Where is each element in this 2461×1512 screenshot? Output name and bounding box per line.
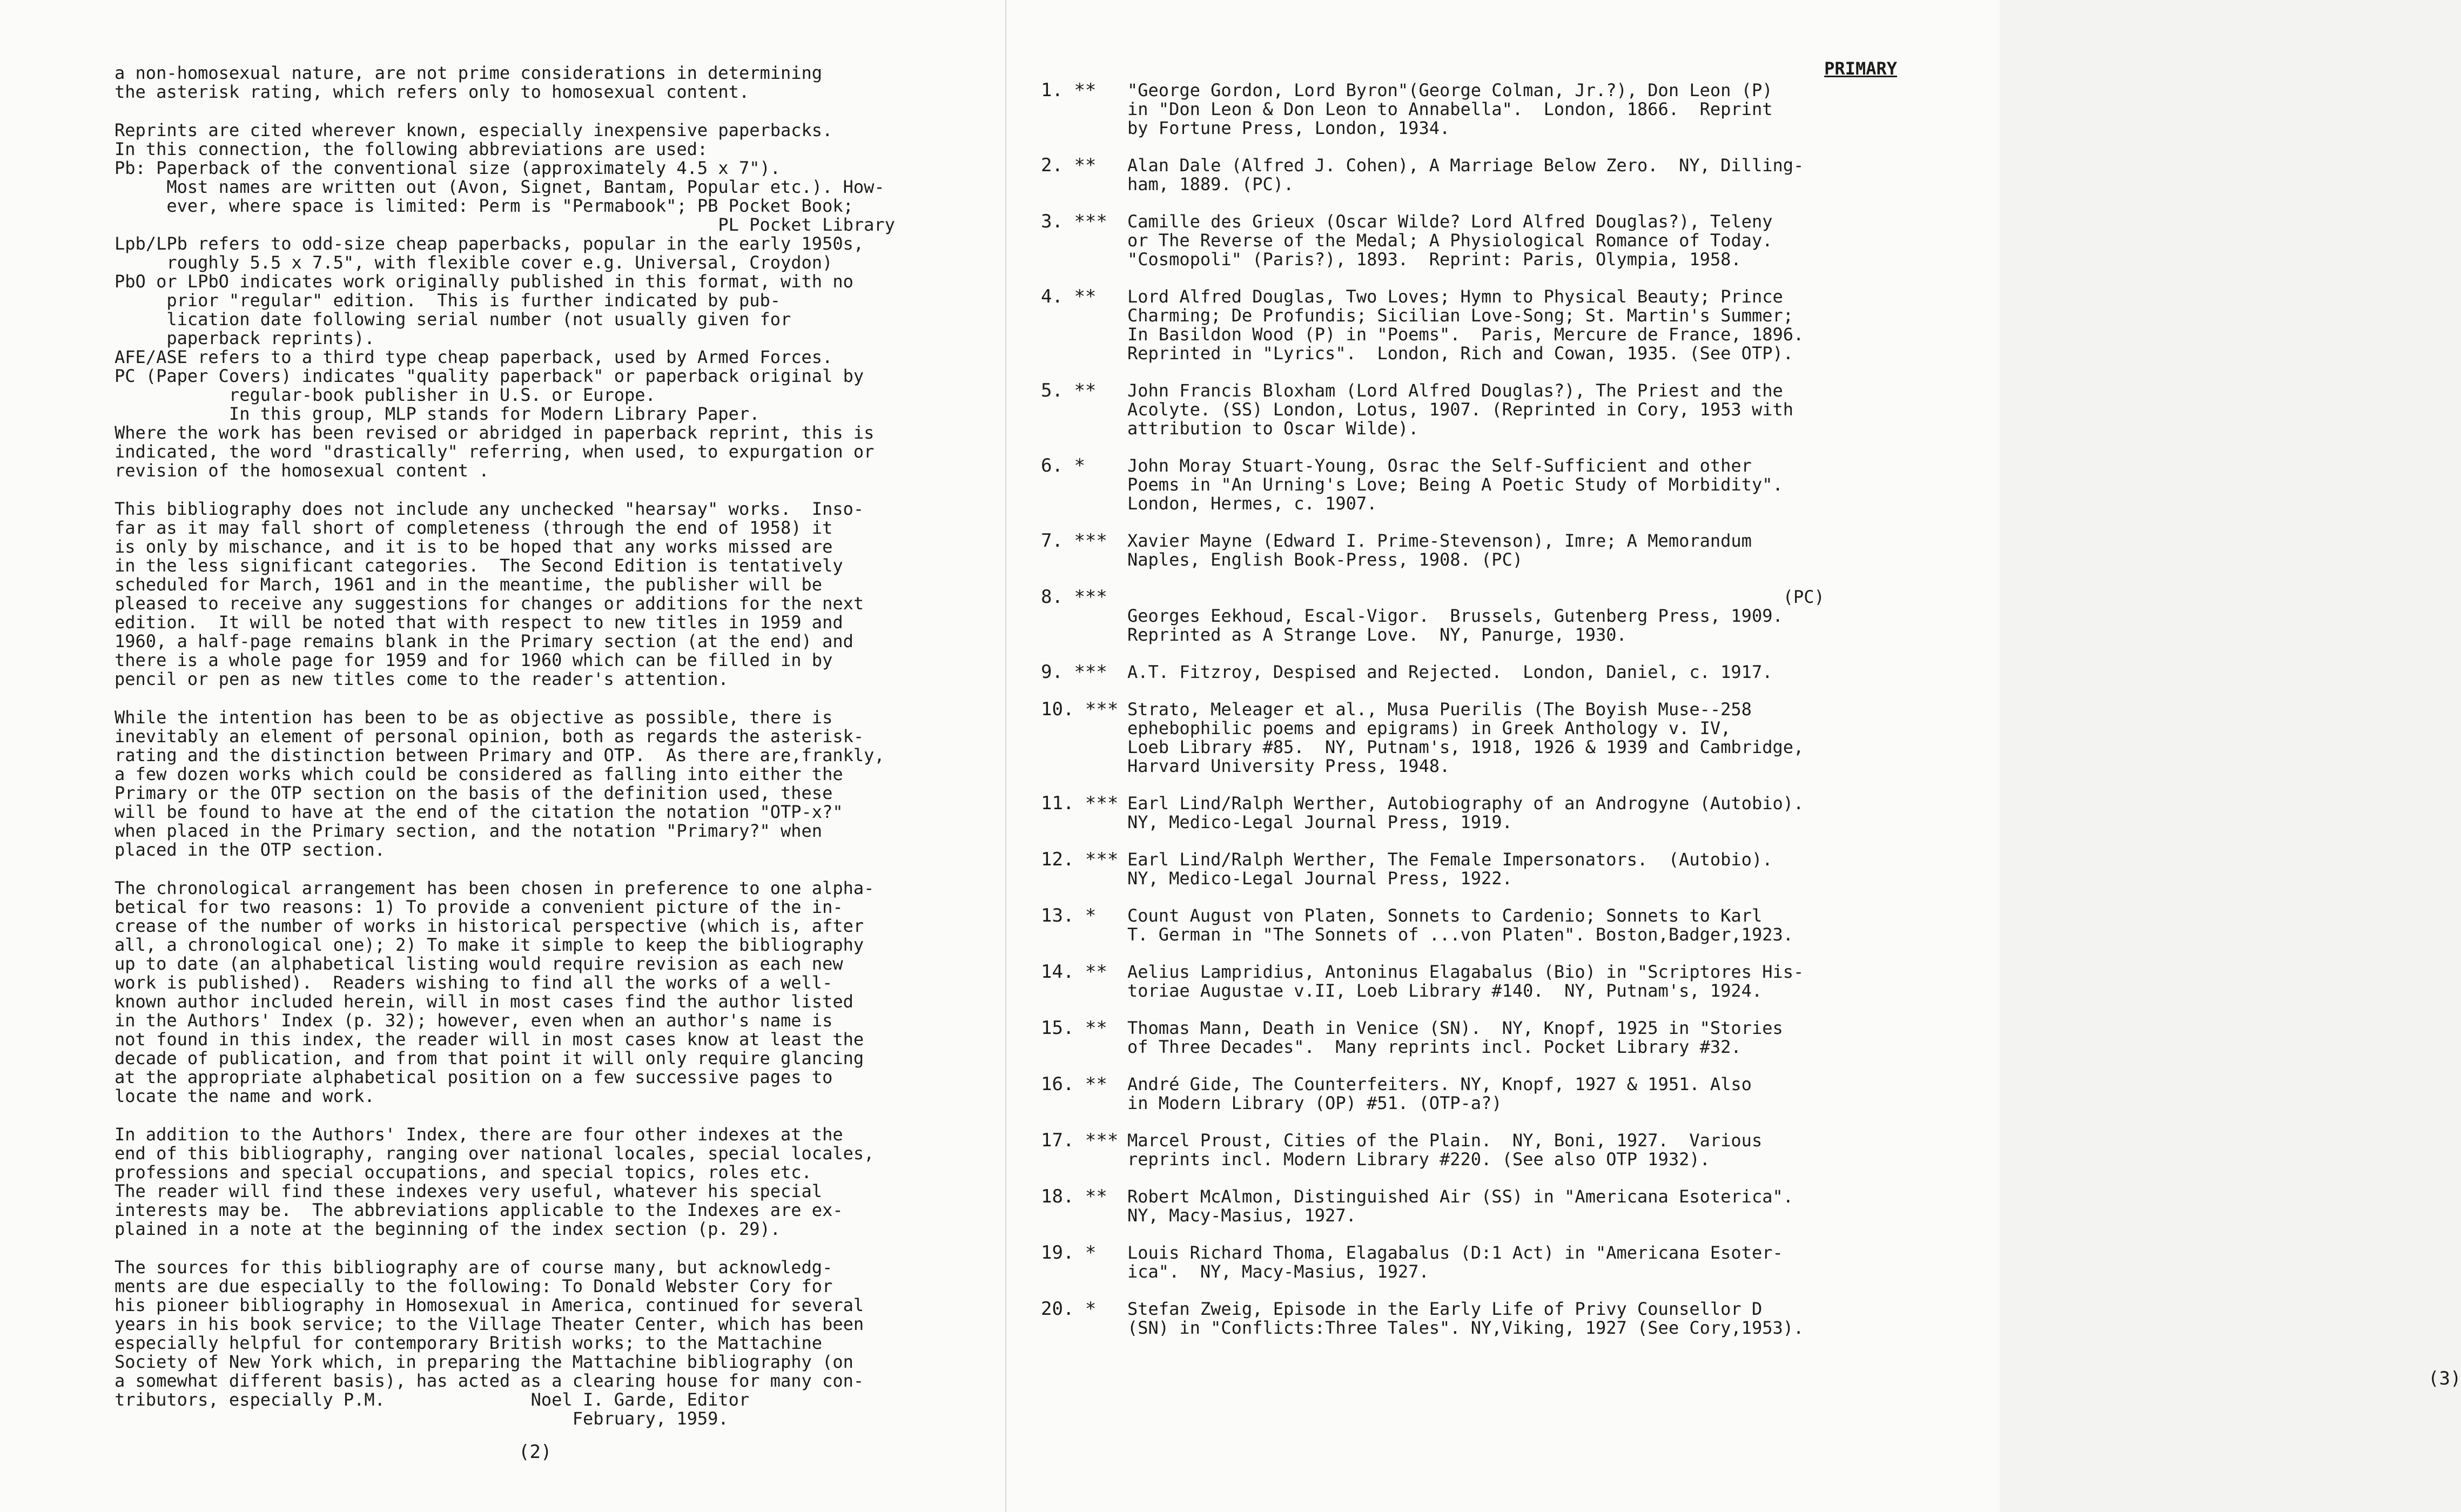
bibliography-entry (1041, 456, 1924, 513)
entry-citation: John Moray Stuart-Young, Osrac the Self-Sufficient and other Poems in "An Urning's Love; Being A Poetic Study of Morbidity". London, Hermes, c. 1907. (1127, 455, 1783, 514)
entry-citation: Lord Alfred Douglas, Two Loves; Hymn to Physical Beauty; Prince Charming; De Profundis; Sicilian Love-Song; St. Martin's Summer; In Basildon Wood (P) in "Poems". Paris, Mercure de France, 1896. Reprinted in "Lyrics". London, Rich and Cowan, 1935. (See OTP). (1127, 286, 1804, 364)
bibliography-entry (1041, 906, 1924, 944)
asterisk-rating: *** (1085, 792, 1119, 814)
asterisk-rating: ** (1074, 286, 1097, 307)
entry-number (1041, 850, 1127, 888)
entry-number (1041, 1075, 1127, 1113)
entry-number (1041, 1244, 1127, 1281)
section-heading: PRIMARY (1824, 58, 1897, 79)
bibliography-entry (1041, 156, 1924, 194)
entry-citation: Earl Lind/Ralph Werther, Autobiography of an Androgyne (Autobio). NY, Medico-Legal Journal Press, 1919. (1127, 793, 1804, 832)
entry-number (1041, 287, 1127, 363)
paragraph: a non-homosexual nature, are not prime considerations in determining the asterisk rating, which refers only to homosexual content. (115, 63, 823, 102)
entry-number (1041, 456, 1127, 513)
entry-index: 7. (1041, 530, 1063, 552)
entry-index: 14. (1041, 961, 1074, 983)
entry-citation: (PC) Georges Eekhoud, Escal-Vigor. Brussels, Gutenberg Press, 1909. Reprinted as A Strange Love. NY, Panurge, 1930. (1127, 587, 1825, 645)
left-page (0, 0, 1005, 1512)
entry-index: 5. (1041, 380, 1063, 401)
asterisk-rating: ** (1074, 79, 1097, 101)
entry-citation: Robert McAlmon, Distinguished Air (SS) in "Americana Esoterica". NY, Macy-Masius, 1927. (1127, 1186, 1793, 1226)
entry-number (1041, 700, 1127, 776)
asterisk-rating: ** (1074, 380, 1097, 401)
entry-number (1041, 1131, 1127, 1169)
bibliography-entry (1041, 1187, 1924, 1225)
bibliography-entry (1041, 1075, 1924, 1113)
bibliography-entry (1041, 663, 1924, 682)
entry-index: 12. (1041, 849, 1074, 870)
bibliography-entry (1041, 1019, 1924, 1057)
entry-index: 16. (1041, 1073, 1074, 1095)
entry-number (1041, 588, 1127, 644)
asterisk-rating: * (1085, 1298, 1097, 1320)
entry-number (1041, 381, 1127, 438)
entry-citation: Count August von Platen, Sonnets to Cardenio; Sonnets to Karl T. German in "The Sonnets of ...von Platen". Boston,Badger,1923. (1127, 905, 1793, 945)
entry-citation: Camille des Grieux (Oscar Wilde? Lord Alfred Douglas?), Teleny or The Reverse of the Medal; A Physiological Romance of Today. "Cosmopoli" (Paris?), 1893. Reprint: Paris, Olympia, 1958. (1127, 211, 1773, 270)
entry-index: 17. (1041, 1130, 1074, 1151)
asterisk-rating: ** (1085, 1017, 1107, 1039)
asterisk-rating: *** (1085, 698, 1119, 720)
asterisk-rating: *** (1085, 1130, 1119, 1151)
bibliography-entry (1041, 212, 1924, 269)
entry-citation: Xavier Mayne (Edward I. Prime-Stevenson), Imre; A Memorandum Naples, English Book-Press, 1908. (PC) (1127, 530, 1752, 570)
entry-index: 19. (1041, 1242, 1074, 1264)
bibliography-entry (1041, 1244, 1924, 1281)
bibliography-entry (1041, 381, 1924, 438)
entry-index: 1. (1041, 79, 1063, 101)
asterisk-rating: *** (1085, 849, 1119, 870)
paragraph: In addition to the Authors' Index, there are four other indexes at the end of this bibliography, ranging over national locales, special locales, professions and special occupations, and special topics, roles etc. The reader will find these indexes very useful, whatever his special interests may be. The abbreviations applicable to the Indexes are ex- plained in a note at the beginning of the index section (p. 29). (115, 1124, 875, 1239)
paragraph: This bibliography does not include any unchecked "hearsay" works. Inso- far as it may fall short of completeness (through the end of 1958) it is only by mischance, and it is to be hoped that any works missed are in the less significant categories. The Second Edition is tentatively scheduled for March, 1961 and in the meantime, the publisher will be pleased to receive any suggestions for changes or additions for the next edition. It will be noted that with respect to new titles in 1959 and 1960, a half-page remains blank in the Primary section (at the end) and there is a whole page for 1959 and for 1960 which can be filled in by pencil or pen as new titles come to the reader's attention. (115, 499, 864, 689)
entry-index: 13. (1041, 905, 1074, 926)
asterisk-rating: * (1085, 1242, 1097, 1264)
entry-index: 2. (1041, 154, 1063, 176)
paragraph: The chronological arrangement has been chosen in preference to one alpha- betical for two reasons: 1) To provide a convenient picture of the in- crease of the number of works in historical perspective (which is, after all, a chronological one); 2) To make it simple to keep the bibliography up to date (an alphabetical listing would require revision as each new work is published). Readers wishing to find all the works of a well- known author included herein, will in most cases find the author listed in the Authors' Index (p. 32); however, even when an author's name is not found in this index, the reader will in most cases know at least the decade of publication, and from that point it will only require glancing at the appropriate alphabetical position on a few successive pages to locate the name and work. (115, 878, 875, 1106)
entry-number (1041, 663, 1127, 682)
paragraph: While the intention has been to be as objective as possible, there is inevitably an element of personal opinion, both as regards the asterisk- rating and the distinction between Primary and OTP. As there are,frankly, a few dozen works which could be considered as falling into either the Primary or the OTP section on the basis of the definition used, these will be found to have at the end of the citation the notation "OTP-x?" when placed in the Primary section, and the notation "Primary?" when placed in the OTP section. (115, 707, 885, 860)
asterisk-rating: *** (1074, 661, 1107, 683)
bibliography-entry (1041, 81, 1924, 138)
right-page (1005, 0, 2461, 1512)
entry-number (1041, 81, 1127, 138)
bibliography-entry (1041, 532, 1924, 569)
entry-citation: Strato, Meleager et al., Musa Puerilis (The Boyish Muse--258 ephebophilic poems and epigrams) in Greek Anthology v. IV, Loeb Library #85. NY, Putnam's, 1918, 1926 & 1939 and Cambridge, Harvard University Press, 1948. (1127, 699, 1804, 776)
asterisk-rating: * (1074, 455, 1085, 476)
paragraph: The sources for this bibliography are of course many, but acknowledg- ments are due especially to the following: To Donald Webster Cory for his pioneer bibliography in Homosexual in America, continued for several years in his book service; to the Village Theater Center, which has been especially helpful for contemporary British works; to the Mattachine Society of New York which, in preparing the Mattachine bibliography (on a somewhat different basis), has acted as a clearing house for many con- tributors, especially P.M. Noel I. Garde, Editor February, 1959. (115, 1257, 864, 1429)
bibliography-list (1041, 81, 1924, 1338)
entry-index: 8. (1041, 586, 1063, 608)
asterisk-rating: ** (1074, 154, 1097, 176)
entry-citation: A.T. Fitzroy, Despised and Rejected. London, Daniel, c. 1917. (1127, 662, 1773, 682)
entry-number (1041, 1300, 1127, 1338)
entry-index: 3. (1041, 211, 1063, 232)
bibliography-entry (1041, 794, 1924, 832)
entry-citation: Alan Dale (Alfred J. Cohen), A Marriage Below Zero. NY, Dilling- ham, 1889. (PC). (1127, 155, 1804, 194)
entry-index: 15. (1041, 1017, 1074, 1039)
entry-number (1041, 156, 1127, 194)
entry-index: 9. (1041, 661, 1063, 683)
left-page-text (115, 64, 984, 1428)
entry-citation: Marcel Proust, Cities of the Plain. NY, Boni, 1927. Various reprints incl. Modern Library #220. (See also OTP 1932). (1127, 1130, 1763, 1170)
entry-citation: Thomas Mann, Death in Venice (SN). NY, Knopf, 1925 in "Stories of Three Decades". Many reprints incl. Pocket Library #32. (1127, 1018, 1783, 1057)
entry-citation: Aelius Lampridius, Antoninus Elagabalus (Bio) in "Scriptores His- toriae Augustae v.II, Loeb Library #140. NY, Putnam's, 1924. (1127, 962, 1804, 1001)
entry-citation: Louis Richard Thoma, Elagabalus (D:1 Act) in "Americana Esoter- ica". NY, Macy-Masius, 1927. (1127, 1242, 1783, 1282)
bibliography-entry (1041, 963, 1924, 1000)
bibliography-entry (1041, 850, 1924, 888)
asterisk-rating: ** (1085, 1073, 1107, 1095)
entry-number (1041, 1019, 1127, 1057)
entry-number (1041, 1187, 1127, 1225)
bibliography-entry (1041, 1300, 1924, 1338)
asterisk-rating: ** (1085, 961, 1107, 983)
bibliography-entry (1041, 588, 1924, 644)
entry-citation: Earl Lind/Ralph Werther, The Female Impersonators. (Autobio). NY, Medico-Legal Journal Press, 1922. (1127, 849, 1773, 889)
entry-index: 11. (1041, 792, 1074, 814)
asterisk-rating: ** (1085, 1186, 1107, 1207)
paragraph: Reprints are cited wherever known, especially inexpensive paperbacks. In this connection, the following abbreviations are used: Pb: Paperback of the conventional size (approximately 4.5 x 7"). Most names are written out (Avon, Signet, Bantam, Popular etc.). How- ever, where space is limited: Perm is "Permabook"; PB Pocket Book; PL Pocket Library Lpb/LPb refers to odd-size cheap paperbacks, popular in the early 1950s, roughly 5.5 x 7.5", with flexible cover e.g. Universal, Croydon) PbO or LPbO indicates work originally published in this format, with no prior "regular" edition. This is further indicated by pub- lication date following serial number (not usually given for paperback reprints). AFE/ASE refers to a third type cheap paperback, used by Armed Forces. PC (Paper Covers) indicates "quality paperback" or paperback original by regular-book publisher in U.S. or Europe. In this group, MLP stands for Modern Library Paper. Where the work has been revised or abridged in paperback reprint, this is indicated, the word "drastically" referring, when used, to expurgation or revision of the homosexual content . (115, 120, 895, 481)
bibliography-entry (1041, 287, 1924, 363)
entry-index: 6. (1041, 455, 1063, 476)
entry-citation: "George Gordon, Lord Byron"(George Colman, Jr.?), Don Leon (P) in "Don Leon & Don Leon to Annabella". London, 1866. Reprint by Fortune Press, London, 1934. (1127, 80, 1773, 138)
entry-index: 18. (1041, 1186, 1074, 1207)
entry-index: 20. (1041, 1298, 1074, 1320)
entry-index: 10. (1041, 698, 1074, 720)
entry-citation: Stefan Zweig, Episode in the Early Life of Privy Counsellor D (SN) in "Conflicts:Three Tales". NY,Viking, 1927 (See Cory,1953). (1127, 1299, 1804, 1338)
bibliography-entry (1041, 1131, 1924, 1169)
asterisk-rating: *** (1074, 586, 1107, 608)
entry-number (1041, 532, 1127, 569)
asterisk-rating: *** (1074, 211, 1107, 232)
entry-number (1041, 963, 1127, 1000)
page-number-right: (3) (2428, 1368, 2461, 1389)
bibliography-entry (1041, 700, 1924, 776)
asterisk-rating: *** (1074, 530, 1107, 552)
entry-number (1041, 212, 1127, 269)
entry-number (1041, 794, 1127, 832)
entry-citation: André Gide, The Counterfeiters. NY, Knopf, 1927 & 1951. Also in Modern Library (OP) #51. (OTP-a?) (1127, 1074, 1752, 1113)
entry-citation: John Francis Bloxham (Lord Alfred Douglas?), The Priest and the Acolyte. (SS) London, Lotus, 1907. (Reprinted in Cory, 1953 with attribution to Oscar Wilde). (1127, 380, 1793, 439)
asterisk-rating: * (1085, 905, 1097, 926)
entry-number (1041, 906, 1127, 944)
entry-index: 4. (1041, 286, 1063, 307)
page-number-left: (2) (519, 1441, 552, 1463)
